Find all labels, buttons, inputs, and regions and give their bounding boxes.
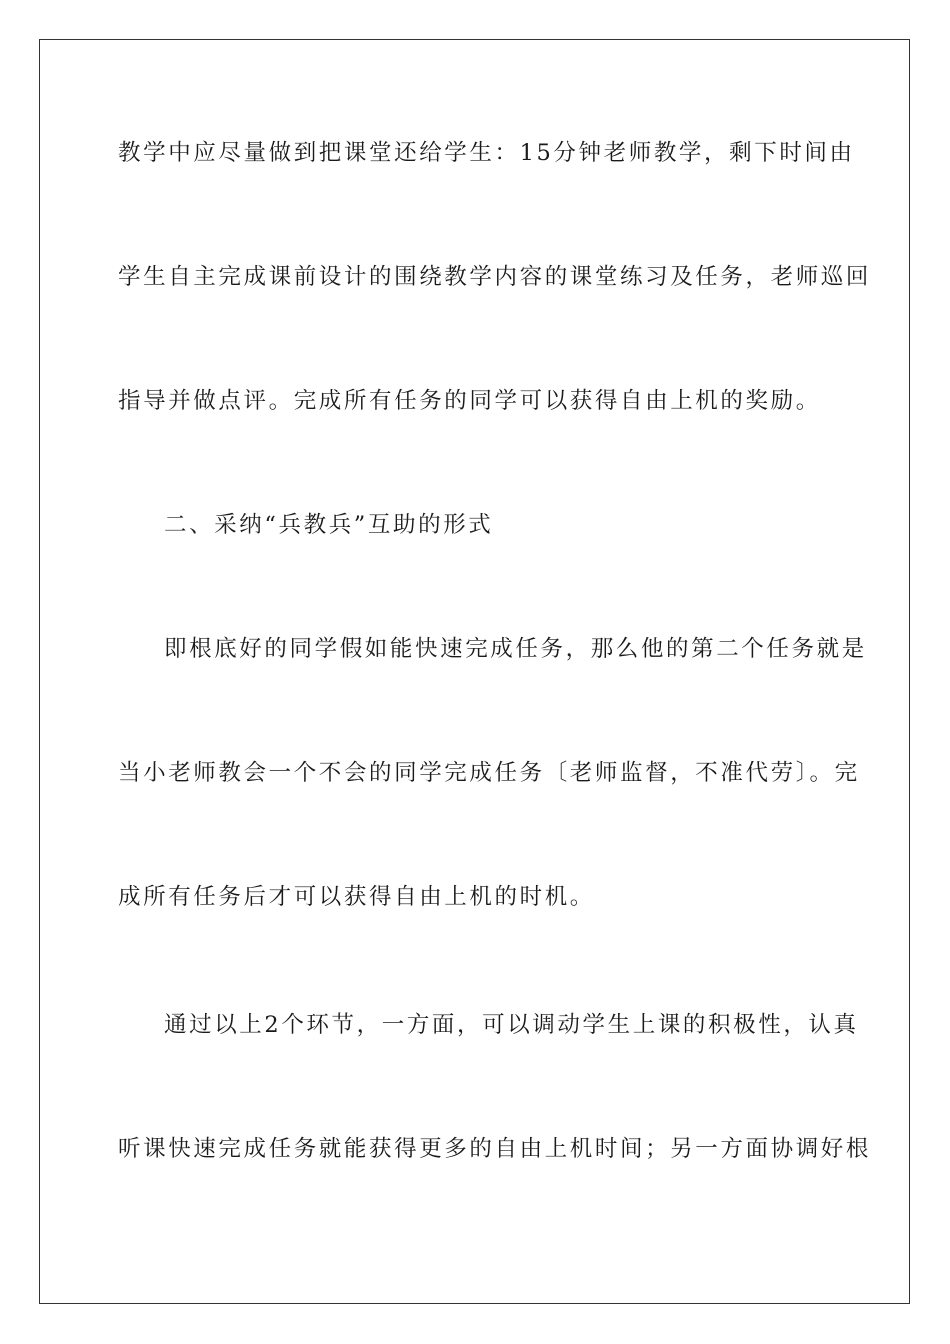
text-line: 听课快速完成任务就能获得更多的自由上机时间；另一方面协调好根: [118, 1136, 872, 1162]
text-line: 指导并做点评。完成所有任务的同学可以获得自由上机的奖励。: [118, 388, 821, 414]
text-line: 教学中应尽量做到把课堂还给学生：15分钟老师教学，剩下时间由: [118, 140, 855, 166]
section-heading: 二、采纳“兵教兵”互助的形式: [164, 512, 494, 538]
text-line: 即根底好的同学假如能快速完成任务，那么他的第二个任务就是: [164, 636, 867, 662]
page-border: [39, 39, 910, 1304]
text-line: 学生自主完成课前设计的围绕教学内容的课堂练习及任务，老师巡回: [118, 264, 872, 290]
text-line: 通过以上2个环节，一方面，可以调动学生上课的积极性，认真: [164, 1012, 859, 1038]
text-line: 成所有任务后才可以获得自由上机的时机。: [118, 884, 595, 910]
text-line: 当小老师教会一个不会的同学完成任务〔老师监督，不准代劳〕。完: [118, 760, 860, 786]
